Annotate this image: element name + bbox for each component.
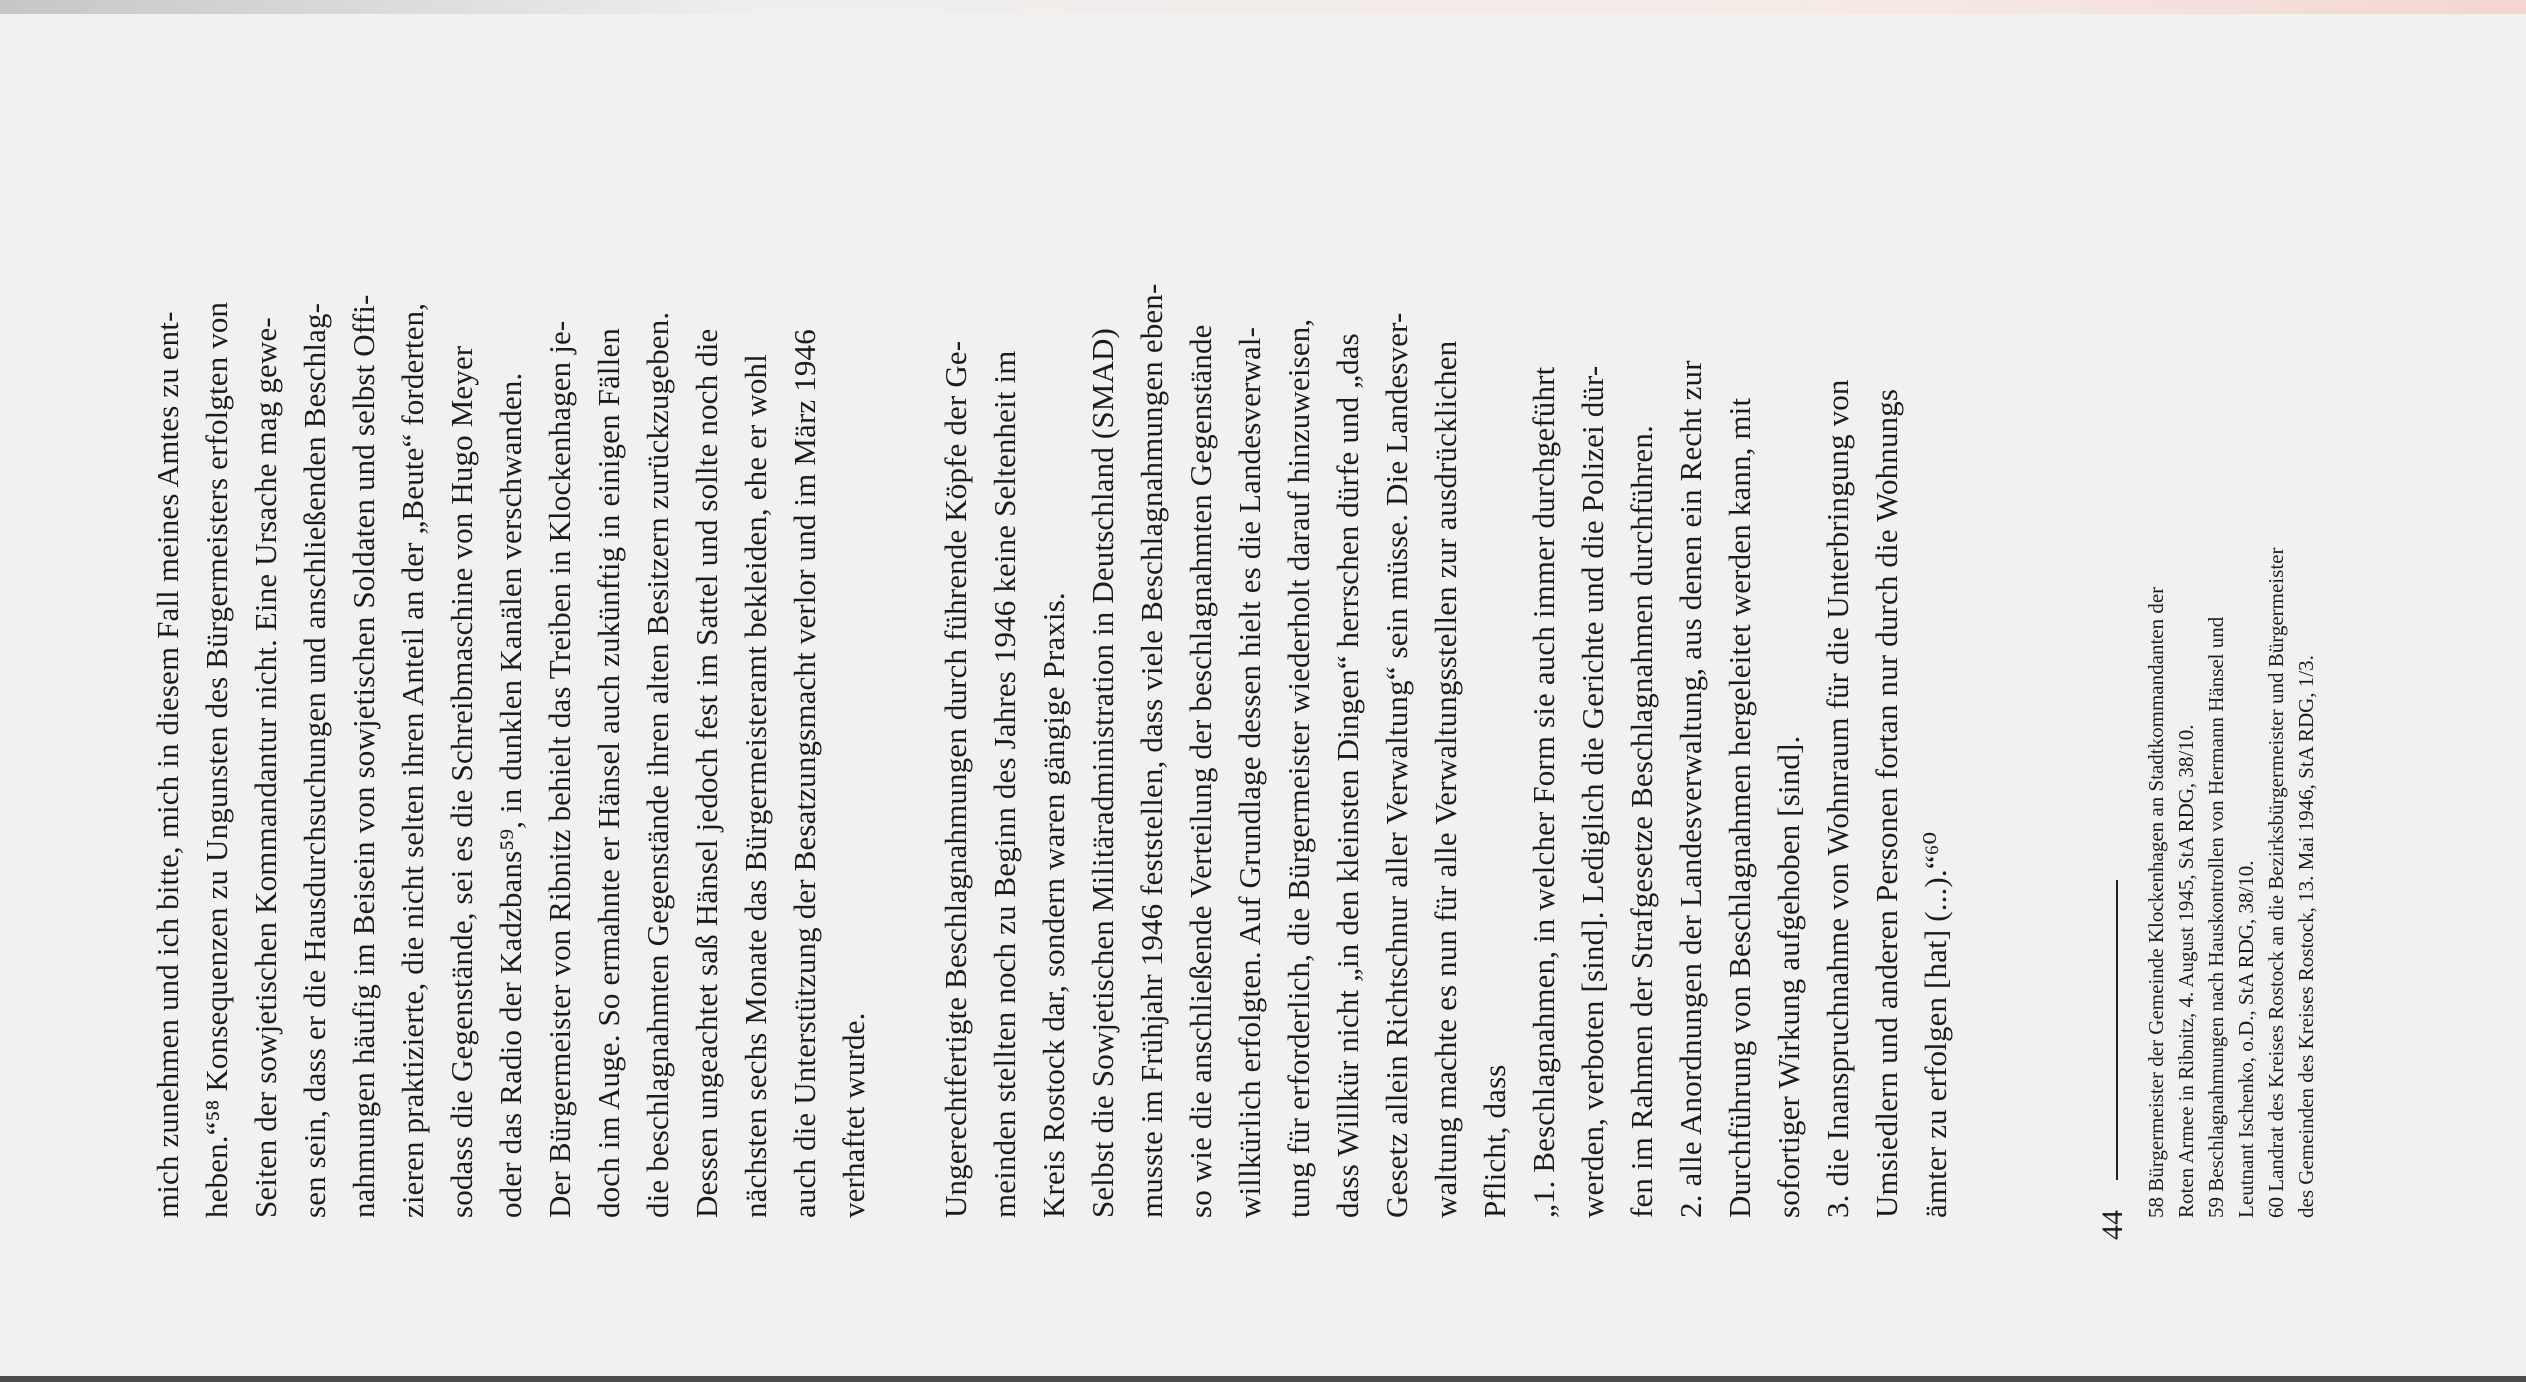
body-line: „1. Beschlagnahmen, in welcher Form sie auch immer durchgeführt: [1526, 366, 1561, 1218]
body-line: so wie die anschließende Verteilung der beschlagnahmten Gegenstände: [1183, 324, 1218, 1218]
body-line: zieren praktizierte, die nicht selten ihren Anteil an der „Beute“ forderten,: [395, 302, 430, 1218]
body-line: 3. die Inanspruchnahme von Wohnraum für die Unterbringung von: [1820, 379, 1855, 1218]
body-line: doch im Auge. So ermahnte er Hänsel auch zukünftig in einigen Fällen: [591, 327, 626, 1218]
body-line: nahmungen häufig im Beisein von sowjetischen Soldaten und selbst Offi-: [346, 294, 381, 1218]
body-line: fen im Rahmen der Strafgesetze Beschlagnahmen durchführen.: [1624, 425, 1659, 1218]
body-line: musste im Frühjahr 1946 feststellen, dass viele Beschlagnahmungen eben-: [1134, 283, 1169, 1218]
footnote-line: Roten Armee in Ribnitz, 4. August 1945, StA RDG, 38/10.: [2174, 724, 2198, 1218]
footnote-line: des Gemeinden des Kreises Rostock, 13. Mai 1946, StA RDG, 1/3.: [2294, 655, 2318, 1218]
footnote-line: 59 Beschlagnahmungen nach Hauskontrollen von Hermann Hänsel und: [2204, 616, 2228, 1218]
body-line: dass Willkür nicht „in den kleinsten Dingen“ herrschen dürfe und „das: [1330, 333, 1365, 1218]
page-top-edge: [0, 0, 2526, 14]
body-line: 2. alle Anordnungen der Landesverwaltung, aus denen ein Recht zur: [1673, 360, 1708, 1218]
body-line: verhaftet wurde.: [836, 1012, 871, 1218]
page-number: 44: [2096, 1210, 2129, 1240]
body-line: oder das Radio der Kadzbans⁵⁹, in dunklen Kanälen verschwanden.: [493, 372, 528, 1218]
body-line: Seiten der sowjetischen Kommandantur nicht. Eine Ursache mag gewe-: [248, 317, 283, 1218]
body-line: Dessen ungeachtet saß Hänsel jedoch fest im Sattel und sollte noch die: [689, 328, 724, 1218]
body-line: waltung machte es nun für alle Verwaltungsstellen zur ausdrücklichen: [1428, 340, 1463, 1218]
body-line: meinden stellten noch zu Beginn des Jahres 1946 keine Seltenheit im: [987, 350, 1022, 1218]
body-line: sodass die Gegenstände, sei es die Schreibmaschine von Hugo Meyer: [444, 345, 479, 1218]
body-line: sen sein, dass er die Hausdurchsuchungen und anschließenden Beschlag-: [297, 302, 332, 1218]
body-line: auch die Unterstützung der Besatzungsmacht verlor und im März 1946: [787, 329, 822, 1218]
body-line: nächsten sechs Monate das Bürgermeisteramt bekleiden, ehe er wohl: [738, 354, 773, 1218]
page-bottom-edge: [0, 1376, 2526, 1382]
body-line: Ungerechtfertigte Beschlagnahmungen durch führende Köpfe der Ge-: [938, 340, 973, 1218]
body-line: Selbst die Sowjetischen Militäradministration in Deutschland (SMAD): [1085, 328, 1120, 1218]
body-line: Gesetz allein Richtschnur aller Verwaltung“ sein müsse. Die Landesver-: [1379, 312, 1414, 1218]
footnote-line: Leutnant Ischenko, o.D., StA RDG, 38/10.: [2234, 860, 2258, 1218]
body-line: tung für erforderlich, die Bürgermeister wiederholt darauf hinzuweisen,: [1281, 318, 1316, 1218]
footnote-line: 60 Landrat des Kreises Rostock an die Bezirksbürgermeister und Bürgermeister: [2264, 547, 2288, 1218]
body-line: willkürlich erfolgten. Auf Grundlage dessen hielt es die Landesverwal-: [1232, 326, 1267, 1218]
footnote-rule: [2116, 880, 2118, 1180]
body-line: ämter zu erfolgen [hat] (...).“⁶⁰: [1918, 831, 1953, 1218]
body-line: werden, verboten [sind]. Lediglich die Gerichte und die Polizei dür-: [1575, 365, 1610, 1218]
body-line: heben.“⁵⁸ Konsequenzen zu Ungunsten des Bürgermeisters erfolgten von: [199, 301, 234, 1218]
body-line: die beschlagnahmten Gegenstände ihren alten Besitzern zurückzugeben.: [640, 311, 675, 1218]
footnote-line: 58 Bürgermeister der Gemeinde Klockenhagen an Stadtkommandanten der: [2144, 586, 2168, 1218]
body-line: Der Bürgermeister von Ribnitz behielt das Treiben in Klockenhagen je-: [542, 320, 577, 1218]
body-line: Durchführung von Beschlagnahmen hergeleitet werden kann, mit: [1722, 397, 1757, 1218]
body-line: Umsiedlern und anderen Personen fortan nur durch die Wohnungs: [1869, 388, 1904, 1218]
body-line: Pflicht, dass: [1477, 1064, 1512, 1218]
body-line: mich zunehmen und ich bitte, mich in diesem Fall meines Amtes zu ent-: [150, 311, 185, 1218]
body-line: sofortiger Wirkung aufgehoben [sind].: [1771, 735, 1806, 1218]
body-line: Kreis Rostock dar, sondern waren gängige Praxis.: [1036, 592, 1071, 1218]
